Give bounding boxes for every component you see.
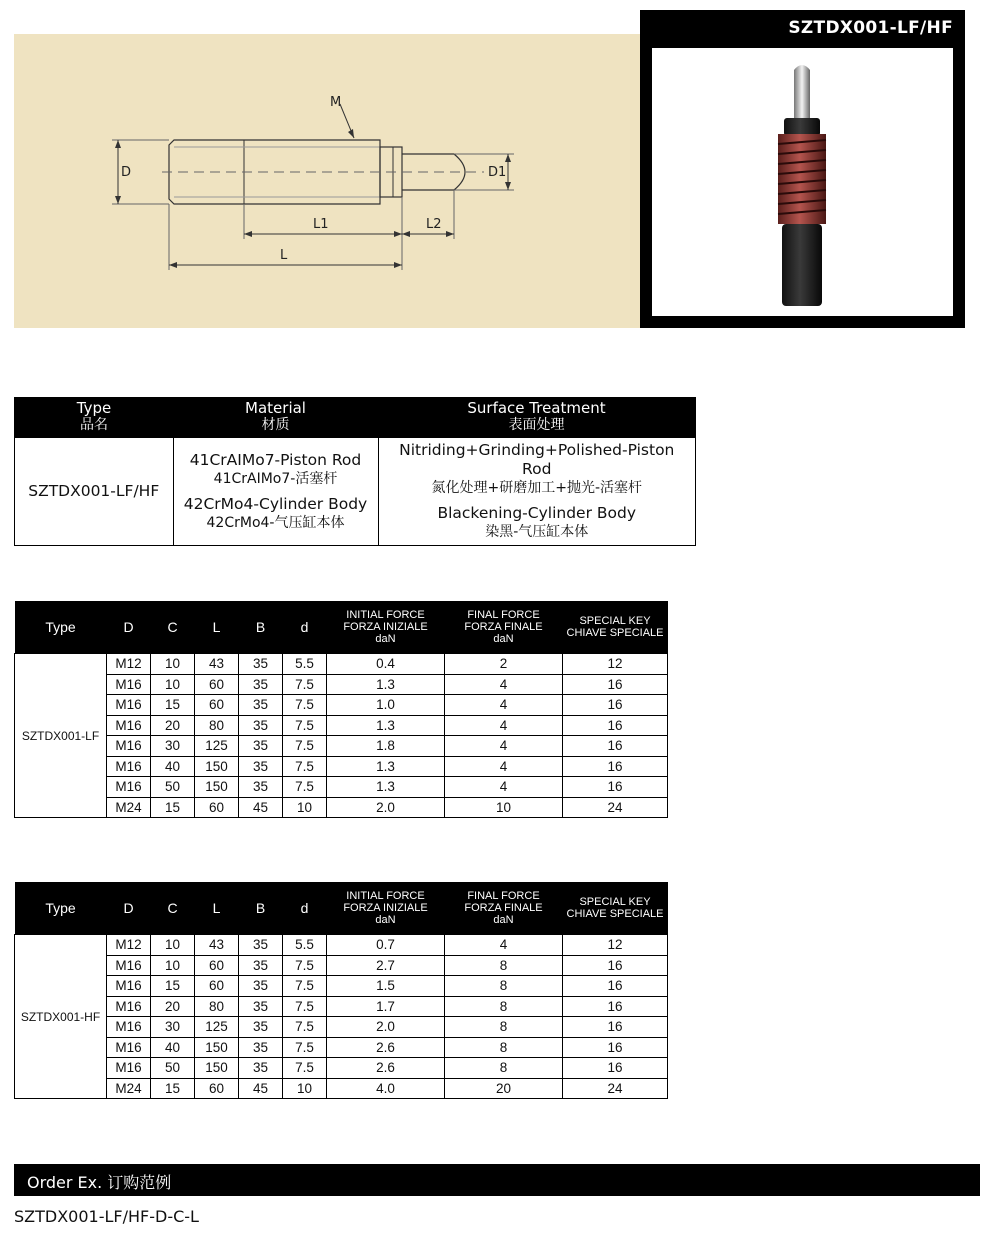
col-special-key: SPECIAL KEY CHIAVE SPECIALE xyxy=(563,882,668,935)
table-cell: 1.3 xyxy=(327,715,445,736)
order-example-code: SZTDX001-LF/HF-D-C-L xyxy=(14,1207,199,1226)
table-cell: 4 xyxy=(445,756,563,777)
table-cell: 8 xyxy=(445,976,563,997)
table-cell: 7.5 xyxy=(283,955,327,976)
table-cell: 24 xyxy=(563,1078,668,1099)
type-cell: SZTDX001-HF xyxy=(15,935,107,1099)
col-final-force: FINAL FORCE FORZA FINALE daN xyxy=(445,601,563,654)
table-cell: 0.7 xyxy=(327,935,445,956)
table-cell: 30 xyxy=(151,1017,195,1038)
label-L: L xyxy=(280,248,288,263)
table-cell: 60 xyxy=(195,1078,239,1099)
col-B: B xyxy=(239,882,283,935)
table-row xyxy=(15,715,668,736)
table-cell: 5.5 xyxy=(283,935,327,956)
table-cell: 0.4 xyxy=(327,654,445,675)
table-cell: 35 xyxy=(239,1058,283,1079)
table-cell: 60 xyxy=(195,955,239,976)
table-cell: M12 xyxy=(107,935,151,956)
table-cell: 1.0 xyxy=(327,695,445,716)
col-C: C xyxy=(151,601,195,654)
table-cell: M16 xyxy=(107,674,151,695)
table-cell: 8 xyxy=(445,996,563,1017)
table-cell: 8 xyxy=(445,1037,563,1058)
table-cell: 4 xyxy=(445,777,563,798)
col-d: d xyxy=(283,601,327,654)
table-cell: 150 xyxy=(195,777,239,798)
table-cell: 1.8 xyxy=(327,736,445,757)
table-cell: 1.3 xyxy=(327,674,445,695)
table-cell: 40 xyxy=(151,1037,195,1058)
table-cell: 10 xyxy=(151,654,195,675)
table-cell: M16 xyxy=(107,1017,151,1038)
table-row xyxy=(15,1017,668,1038)
table-cell: M12 xyxy=(107,654,151,675)
table-cell: 16 xyxy=(563,1037,668,1058)
order-example-bar xyxy=(14,1164,980,1196)
table-row xyxy=(15,996,668,1017)
table-cell: M24 xyxy=(107,797,151,818)
col-L: L xyxy=(195,601,239,654)
table-cell: 60 xyxy=(195,976,239,997)
table-cell: 35 xyxy=(239,654,283,675)
type-cell: SZTDX001-LF xyxy=(15,654,107,818)
table-cell: 35 xyxy=(239,777,283,798)
table-cell: 16 xyxy=(563,715,668,736)
table-cell: 5.5 xyxy=(283,654,327,675)
table-cell: 8 xyxy=(445,955,563,976)
table-cell: 43 xyxy=(195,654,239,675)
table-cell: 35 xyxy=(239,1037,283,1058)
header-surface-treatment: Surface Treatment 表面处理 xyxy=(378,397,696,438)
col-special-key: SPECIAL KEY CHIAVE SPECIALE xyxy=(563,601,668,654)
table-cell: 45 xyxy=(239,1078,283,1099)
col-initial-force: INITIAL FORCE FORZA INIZIALE daN xyxy=(327,601,445,654)
table-cell: 35 xyxy=(239,1017,283,1038)
table-cell: 35 xyxy=(239,935,283,956)
table-cell: M24 xyxy=(107,1078,151,1099)
col-D: D xyxy=(107,882,151,935)
label-L2: L2 xyxy=(426,217,442,232)
table-cell: 1.5 xyxy=(327,976,445,997)
table-cell: 60 xyxy=(195,674,239,695)
table-cell: 7.5 xyxy=(283,756,327,777)
table-cell: M16 xyxy=(107,736,151,757)
photo-header xyxy=(640,10,965,46)
table-row xyxy=(15,797,668,818)
material-cell: 41CrAIMo7-Piston Rod 41CrAIMo7-活塞杆 42CrMo4-Cylinder Body 42CrMo4-气压缸本体 xyxy=(173,438,378,546)
table-cell: 16 xyxy=(563,1017,668,1038)
col-type: Type xyxy=(15,601,107,654)
table-cell: 16 xyxy=(563,695,668,716)
table-cell: 125 xyxy=(195,1017,239,1038)
table-row xyxy=(15,695,668,716)
col-final-force: FINAL FORCE FORZA FINALE daN xyxy=(445,882,563,935)
treatment-cell: Nitriding+Grinding+Polished-Piston Rod 氮化处理+研磨加工+抛光-活塞杆 Blackening-Cylinder Body 染黑-气压缸本体 xyxy=(378,438,696,546)
table-cell: 4 xyxy=(445,695,563,716)
table-cell: 150 xyxy=(195,1037,239,1058)
table-cell: 2.0 xyxy=(327,1017,445,1038)
technical-drawing xyxy=(14,34,641,328)
table-cell: 80 xyxy=(195,996,239,1017)
table-cell: 15 xyxy=(151,976,195,997)
table-row xyxy=(15,1058,668,1079)
table-cell: 7.5 xyxy=(283,674,327,695)
table-cell: M16 xyxy=(107,1037,151,1058)
table-cell: 20 xyxy=(151,996,195,1017)
table-cell: 12 xyxy=(563,935,668,956)
label-M: M xyxy=(330,95,342,110)
table-cell: 125 xyxy=(195,736,239,757)
label-D: D xyxy=(121,165,132,180)
table-cell: 10 xyxy=(151,935,195,956)
table-row xyxy=(15,756,668,777)
table-cell: 35 xyxy=(239,756,283,777)
table-cell: 1.3 xyxy=(327,756,445,777)
table-cell: 43 xyxy=(195,935,239,956)
table-cell: M16 xyxy=(107,996,151,1017)
table-cell: 16 xyxy=(563,955,668,976)
table-row xyxy=(15,955,668,976)
table-cell: 10 xyxy=(445,797,563,818)
table-cell: 7.5 xyxy=(283,695,327,716)
table-cell: 7.5 xyxy=(283,736,327,757)
table-cell: 12 xyxy=(563,654,668,675)
table-row xyxy=(15,736,668,757)
table-row xyxy=(15,1078,668,1099)
header-type: Type 品名 xyxy=(15,397,174,438)
table-cell: 1.7 xyxy=(327,996,445,1017)
force-table-hf xyxy=(14,882,668,1099)
table-cell: M16 xyxy=(107,756,151,777)
material-type-cell: SZTDX001-LF/HF xyxy=(15,438,174,546)
product-code-title: SZTDX001-LF/HF xyxy=(788,18,953,38)
table-cell: 16 xyxy=(563,777,668,798)
col-C: C xyxy=(151,882,195,935)
table-cell: 4.0 xyxy=(327,1078,445,1099)
table-row xyxy=(15,674,668,695)
table-row xyxy=(15,976,668,997)
table-row xyxy=(15,777,668,798)
table-cell: 35 xyxy=(239,955,283,976)
table-cell: 35 xyxy=(239,674,283,695)
table-cell: 16 xyxy=(563,996,668,1017)
table-cell: 35 xyxy=(239,996,283,1017)
table-cell: 4 xyxy=(445,674,563,695)
table-cell: M16 xyxy=(107,715,151,736)
table-cell: 4 xyxy=(445,736,563,757)
table-cell: 10 xyxy=(151,955,195,976)
table-cell: 2.6 xyxy=(327,1037,445,1058)
table-cell: 35 xyxy=(239,976,283,997)
table-cell: 2.0 xyxy=(327,797,445,818)
col-d: d xyxy=(283,882,327,935)
table-cell: M16 xyxy=(107,777,151,798)
table-cell: 16 xyxy=(563,1058,668,1079)
table-cell: 2.6 xyxy=(327,1058,445,1079)
table-row xyxy=(15,654,668,675)
table-cell: 150 xyxy=(195,756,239,777)
table-cell: 16 xyxy=(563,976,668,997)
col-B: B xyxy=(239,601,283,654)
table-cell: 16 xyxy=(563,756,668,777)
table-cell: 2 xyxy=(445,654,563,675)
table-cell: 7.5 xyxy=(283,715,327,736)
table-cell: 7.5 xyxy=(283,1017,327,1038)
table-cell: 4 xyxy=(445,715,563,736)
header-material: Material 材质 xyxy=(173,397,378,438)
table-cell: 8 xyxy=(445,1017,563,1038)
table-cell: 35 xyxy=(239,695,283,716)
table-cell: 16 xyxy=(563,674,668,695)
table-cell: M16 xyxy=(107,1058,151,1079)
table-cell: 15 xyxy=(151,797,195,818)
table-cell: 10 xyxy=(283,797,327,818)
table-cell: 10 xyxy=(283,1078,327,1099)
table-cell: M16 xyxy=(107,695,151,716)
table-cell: 30 xyxy=(151,736,195,757)
table-cell: M16 xyxy=(107,955,151,976)
table-cell: 7.5 xyxy=(283,1058,327,1079)
table-cell: 7.5 xyxy=(283,996,327,1017)
table-cell: 4 xyxy=(445,935,563,956)
table-cell: 40 xyxy=(151,756,195,777)
table-cell: 20 xyxy=(445,1078,563,1099)
table-cell: 2.7 xyxy=(327,955,445,976)
material-table xyxy=(14,397,696,546)
table-cell: 7.5 xyxy=(283,976,327,997)
order-example-title: Order Ex. 订购范例 xyxy=(27,1173,172,1192)
spring-plunger-image xyxy=(652,48,953,316)
table-cell: 7.5 xyxy=(283,1037,327,1058)
plunger-dimension-drawing xyxy=(14,34,641,328)
table-cell: 16 xyxy=(563,736,668,757)
table-cell: 35 xyxy=(239,736,283,757)
table-cell: 15 xyxy=(151,695,195,716)
table-cell: 50 xyxy=(151,1058,195,1079)
table-row xyxy=(15,1037,668,1058)
label-L1: L1 xyxy=(313,217,329,232)
col-initial-force: INITIAL FORCE FORZA INIZIALE daN xyxy=(327,882,445,935)
product-photo-frame xyxy=(640,10,965,328)
col-type: Type xyxy=(15,882,107,935)
table-cell: 1.3 xyxy=(327,777,445,798)
col-L: L xyxy=(195,882,239,935)
table-cell: 60 xyxy=(195,695,239,716)
table-cell: 80 xyxy=(195,715,239,736)
table-cell: 15 xyxy=(151,1078,195,1099)
table-cell: 24 xyxy=(563,797,668,818)
col-D: D xyxy=(107,601,151,654)
table-cell: 10 xyxy=(151,674,195,695)
label-D1: D1 xyxy=(488,165,507,180)
force-table-lf xyxy=(14,601,668,818)
table-row xyxy=(15,935,668,956)
table-cell: M16 xyxy=(107,976,151,997)
table-cell: 7.5 xyxy=(283,777,327,798)
table-cell: 60 xyxy=(195,797,239,818)
table-cell: 8 xyxy=(445,1058,563,1079)
table-cell: 20 xyxy=(151,715,195,736)
product-photo xyxy=(652,48,953,316)
table-cell: 50 xyxy=(151,777,195,798)
table-cell: 35 xyxy=(239,715,283,736)
table-cell: 150 xyxy=(195,1058,239,1079)
table-cell: 45 xyxy=(239,797,283,818)
